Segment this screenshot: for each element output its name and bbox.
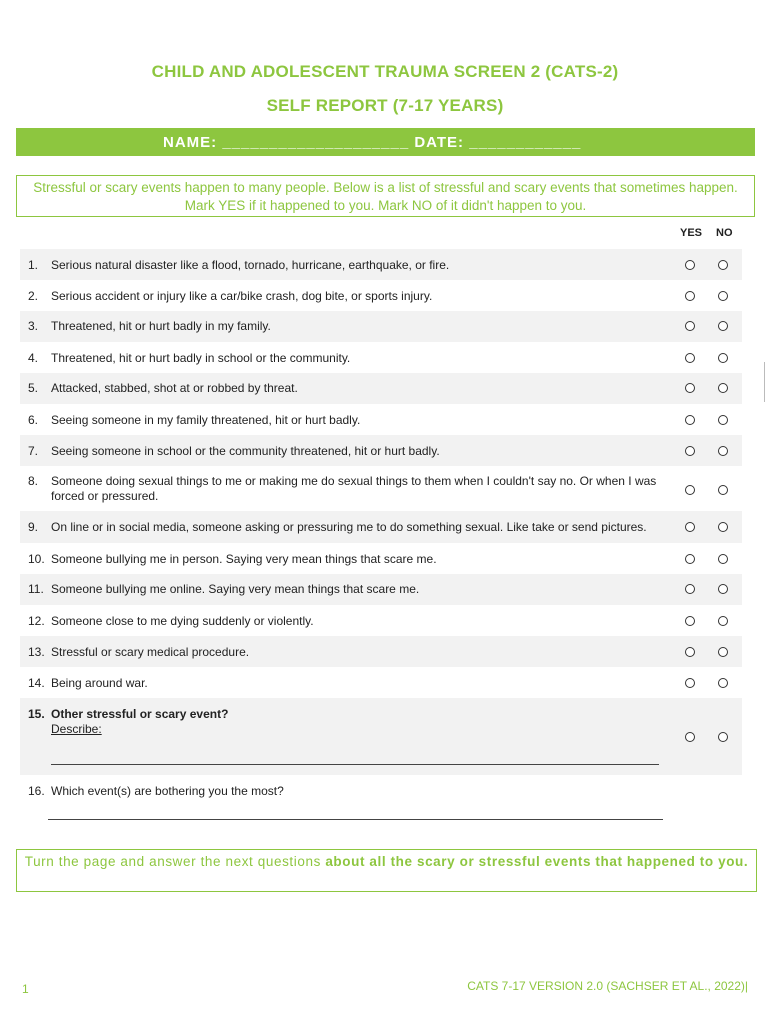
table-row [20,574,742,605]
item-text: Serious accident or injury like a car/bike crash, dog bite, or sports injury. [51,289,433,303]
version-footer: CATS 7-17 VERSION 2.0 (SACHSER ET AL., 2022)| [467,979,748,993]
item-text: Which event(s) are bothering you the most? [51,784,284,798]
no-radio[interactable] [718,732,728,742]
yes-radio[interactable] [685,616,695,626]
no-radio[interactable] [718,522,728,532]
item-number: 2. [28,289,39,303]
table-row [20,280,742,311]
table-row [20,311,742,342]
no-radio[interactable] [718,415,728,425]
item-number: 3. [28,319,39,333]
no-radio[interactable] [718,321,728,331]
item-number: 13. [28,645,45,659]
item-text: Someone close to me dying suddenly or violently. [51,614,314,628]
yes-radio[interactable] [685,584,695,594]
item-number: 12. [28,614,45,628]
yes-radio[interactable] [685,678,695,688]
table-row [20,511,742,543]
table-row [20,342,742,373]
yes-radio[interactable] [685,353,695,363]
next-page-note [16,849,757,892]
form-title: CHILD AND ADOLESCENT TRAUMA SCREEN 2 (CATS-2) [151,62,619,81]
table-row [20,667,742,698]
describe-label: Describe: [51,722,102,736]
item-number: 4. [28,351,39,365]
item-number: 6. [28,413,39,427]
item-number: 10. [28,552,45,566]
item-text: Other stressful or scary event? [51,707,229,721]
table-row [20,636,742,667]
item-text: Threatened, hit or hurt badly in school or the community. [51,351,351,365]
yes-radio[interactable] [685,291,695,301]
item-number: 1. [28,258,39,272]
item-text: Threatened, hit or hurt badly in my family. [51,319,271,333]
yes-radio[interactable] [685,383,695,393]
table-row [20,698,742,775]
item-text: Seeing someone in my family threatened, hit or hurt badly. [51,413,361,427]
yes-radio[interactable] [685,415,695,425]
no-radio[interactable] [718,678,728,688]
yes-radio[interactable] [685,732,695,742]
no-radio[interactable] [718,485,728,495]
table-row [20,249,742,280]
name-date-bar [16,128,755,156]
note-bold-text: about all the scary or stressful events that happened to you. [325,854,749,869]
yes-radio[interactable] [685,554,695,564]
no-radio[interactable] [718,616,728,626]
instructions-box [16,175,755,217]
item-number: 15. [28,707,45,721]
no-radio[interactable] [718,383,728,393]
no-radio[interactable] [718,647,728,657]
item-text: Serious natural disaster like a flood, tornado, hurricane, earthquake, or fire. [51,258,450,272]
item-number: 8. [28,474,39,488]
column-header-yes: YES [680,227,703,239]
table-row [20,466,742,511]
item-text: On line or in social media, someone asking or pressuring me to do something sexual. Like take or send pictures. [51,520,647,534]
no-radio[interactable] [718,554,728,564]
item-number: 9. [28,520,39,534]
form-subtitle: SELF REPORT (7-17 YEARS) [266,96,504,115]
instructions-text: Stressful or scary events happen to many people. Below is a list of stressful and scary events that sometimes happen. Mark YES if it happened to you. Mark NO of it didn't happen to you. [33,180,738,213]
item-text: Someone doing sexual things to me or making me do sexual things to them when I couldn't say no. Or when I was forced or pressured. [51,474,657,503]
yes-radio[interactable] [685,446,695,456]
table-row [20,543,742,574]
item-text: Being around war. [51,676,148,690]
table-row [20,404,742,435]
item-number: 11. [28,582,44,596]
no-radio[interactable] [718,260,728,270]
yes-radio[interactable] [685,647,695,657]
bothering-answer-line[interactable] [48,819,663,820]
describe-answer-line[interactable] [51,764,659,765]
yes-radio[interactable] [685,522,695,532]
item-text: Attacked, stabbed, shot at or robbed by threat. [51,381,298,395]
item-text: Someone bullying me in person. Saying very mean things that scare me. [51,552,437,566]
no-radio[interactable] [718,353,728,363]
column-header-no: NO [716,227,733,239]
yes-radio[interactable] [685,260,695,270]
item-text: Seeing someone in school or the community threatened, hit or hurt badly. [51,444,440,458]
item-number: 14. [28,676,45,690]
no-radio[interactable] [718,446,728,456]
table-row [20,435,742,466]
table-row [20,775,742,835]
page-edge-mark [764,362,765,402]
no-radio[interactable] [718,291,728,301]
name-date-line[interactable]: NAME: ____________________ DATE: ____________ [163,134,582,151]
item-text: Stressful or scary medical procedure. [51,645,250,659]
yes-radio[interactable] [685,321,695,331]
item-text: Someone bullying me online. Saying very mean things that scare me. [51,582,420,596]
yes-radio[interactable] [685,485,695,495]
item-number: 7. [28,444,39,458]
item-number: 16. [28,784,45,798]
table-row [20,373,742,404]
item-number: 5. [28,381,39,395]
table-row [20,605,742,636]
page-number: 1 [22,982,29,996]
note-plain-text: Turn the page and answer the next questions [24,854,326,869]
no-radio[interactable] [718,584,728,594]
